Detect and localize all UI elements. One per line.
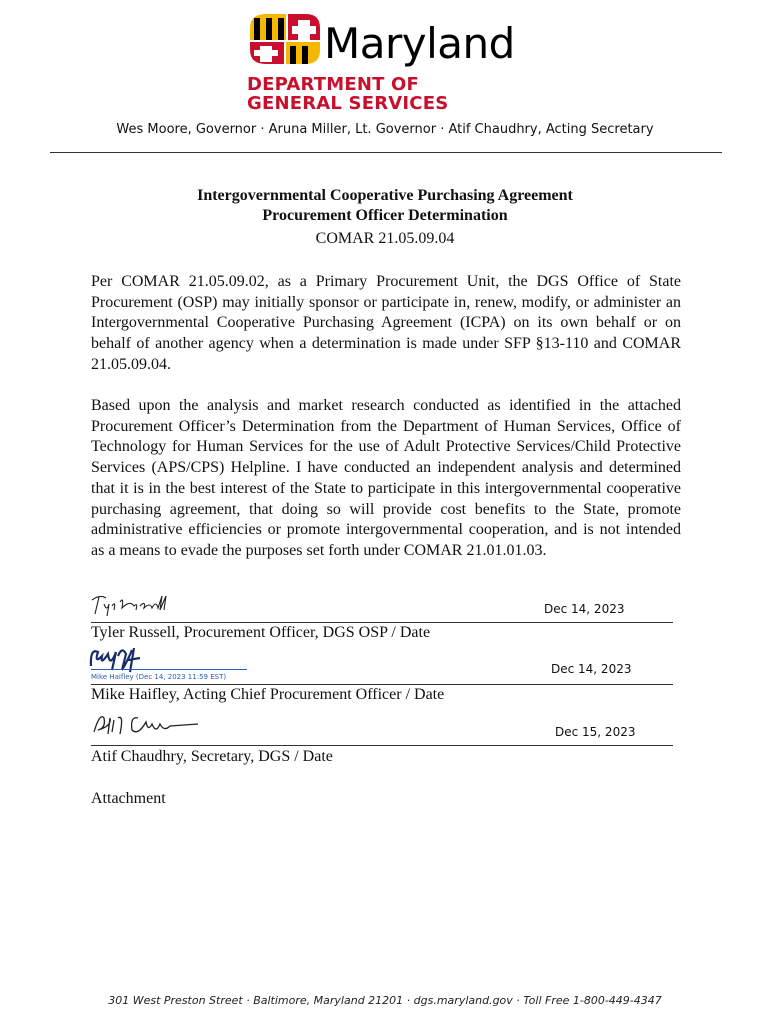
department-name-line2: GENERAL SERVICES	[247, 93, 449, 114]
signature-line-2	[91, 684, 673, 685]
esignature-underline	[91, 669, 247, 670]
attachment-label: Attachment	[91, 790, 166, 807]
department-name-line1: DEPARTMENT OF	[247, 74, 420, 95]
signatory-1-name: Tyler Russell, Procurement Officer, DGS OSP / Date	[91, 624, 431, 641]
document-title: Intergovernmental Cooperative Purchasing Agreement	[197, 187, 573, 204]
signature-tyler-russell	[90, 592, 174, 618]
signatory-2-name: Mike Haifley, Acting Chief Procurement Officer / Date	[91, 686, 445, 703]
header-divider	[50, 152, 722, 153]
signature-date-2: Dec 14, 2023	[551, 662, 632, 676]
document-subtitle: Procurement Officer Determination	[262, 207, 508, 224]
esignature-caption[interactable]: Mike Haifley (Dec 14, 2023 11:59 EST)	[91, 673, 227, 681]
signature-line-3	[91, 745, 673, 746]
footer-address: 301 West Preston Street · Baltimore, Maryland 21201 · dgs.maryland.gov · Toll Free 1-800-449-4347	[108, 994, 662, 1007]
signature-date-3: Dec 15, 2023	[555, 725, 636, 739]
signature-line-1	[91, 622, 673, 623]
signatory-3-name: Atif Chaudhry, Secretary, DGS / Date	[91, 748, 333, 765]
brand-name: Maryland	[324, 19, 515, 68]
body-paragraph-1: Per COMAR 21.05.09.02, as a Primary Procurement Unit, the DGS Office of State Procurement (OSP) may initially sponsor or participate in, renew, modify, or administer an Intergovernmental Cooperative Purchasing Agreement (ICPA) on its own behalf or on behalf of another agency when a determination is made under SFP §13-110 and COMAR 21.05.09.04.	[91, 273, 681, 373]
document-citation: COMAR 21.05.09.04	[315, 230, 455, 247]
body-paragraph-2: Based upon the analysis and market research conducted as identified in the attached Procurement Officer’s Determination from the Department of Human Services, Office of Technology for Human Services for the use of Adult Protective Services/Child Protective Services (APS/CPS) Helpline. I have conducted an independent analysis and determined that it is in the best interest of the State to participate in this intergovernmental cooperative purchasing agreement, that doing so will provide cost benefits to the State, promote administrative efficiencies or promote intergovernmental cooperation, and is not intended as a means to evade the purposes set forth under COMAR 21.01.01.03.	[91, 397, 681, 559]
officials-line: Wes Moore, Governor · Aruna Miller, Lt. Governor · Atif Chaudhry, Acting Secretary	[116, 122, 654, 137]
maryland-flag-logo-icon	[246, 10, 324, 68]
signature-atif-chaudhry	[90, 708, 200, 740]
signature-date-1: Dec 14, 2023	[544, 602, 625, 616]
